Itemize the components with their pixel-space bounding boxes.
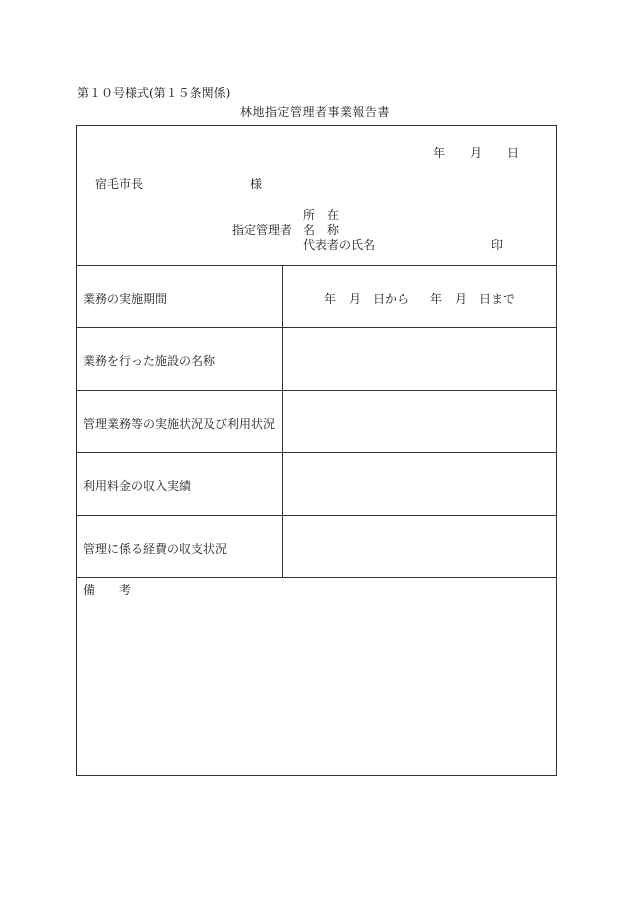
divider [77, 452, 556, 453]
seal-mark: 印 [491, 238, 504, 252]
divider [77, 265, 556, 266]
representative-label: 代表者の氏名 [303, 238, 376, 252]
divider [77, 577, 556, 578]
name-label: 名 称 [303, 223, 340, 237]
row-label-implementation-period: 業務の実施期間 [83, 292, 168, 306]
row-label-fee-revenue: 利用料金の収入実績 [83, 479, 192, 493]
row-label-expense-balance: 管理に係る経費の収支状況 [83, 542, 228, 556]
remarks-label: 備 考 [83, 583, 132, 597]
addressee: 宿毛市長 [95, 177, 144, 191]
divider [77, 515, 556, 516]
period-from-year: 年 [324, 292, 337, 306]
divider [77, 327, 556, 328]
form-number: 第１０号様式(第１５条関係) [77, 86, 231, 100]
divider [77, 390, 556, 391]
date-month: 月 [470, 146, 483, 160]
period-from-month: 月 [349, 292, 362, 306]
period-to-year: 年 [430, 292, 443, 306]
report-form [76, 125, 557, 776]
row-label-facility-name: 業務を行った施設の名称 [83, 354, 216, 368]
honorific: 様 [250, 177, 263, 191]
period-from-day: 日から [373, 292, 410, 306]
address-label: 所 在 [303, 208, 340, 222]
date-year: 年 [433, 146, 446, 160]
document-title: 林地指定管理者事業報告書 [239, 105, 390, 119]
designated-manager-label: 指定管理者 [232, 223, 293, 237]
row-label-management-status: 管理業務等の実施状況及び利用状況 [83, 417, 276, 431]
column-divider [282, 265, 283, 577]
date-day: 日 [507, 146, 520, 160]
period-to-month: 月 [455, 292, 468, 306]
period-to-day: 日まで [479, 292, 516, 306]
